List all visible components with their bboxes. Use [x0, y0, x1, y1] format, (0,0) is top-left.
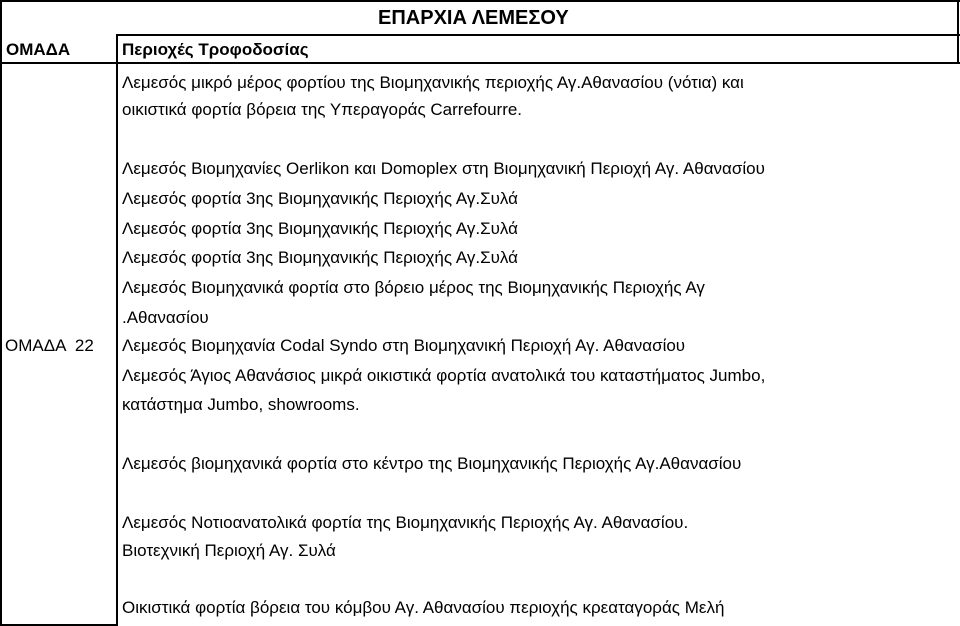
area-line: Λεμεσός φορτία 3ης Βιομηχανικής Περιοχής Αγ.Συλά: [122, 248, 518, 267]
header-row-border: [0, 62, 960, 64]
group-column-header: ΟΜΑΔΑ: [6, 40, 71, 59]
title-row-border: [116, 34, 960, 36]
table-right-border: [957, 0, 959, 64]
areas-column-header: Περιοχές Τροφοδοσίας: [122, 40, 309, 59]
group-label: ΟΜΑΔΑ 22: [5, 336, 94, 355]
area-line: Λεμεσός φορτία 3ης Βιομηχανικής Περιοχής Αγ.Συλά: [122, 189, 518, 208]
area-line: Οικιστικά φορτία βόρεια του κόμβου Αγ. Αθανασίου περιοχής κρεαταγοράς Μελή: [122, 598, 725, 617]
area-line: Λεμεσός φορτία 3ης Βιομηχανικής Περιοχής Αγ.Συλά: [122, 219, 518, 238]
area-line: Λεμεσός Άγιος Αθανάσιος μικρά οικιστικά φορτία ανατολικά του καταστήματος Jumbo,: [122, 366, 766, 385]
area-line: οικιστικά φορτία βόρεια της Υπεραγοράς Carrefourre.: [122, 100, 523, 119]
area-line: .Αθανασίου: [122, 308, 209, 327]
table-left-border: [0, 0, 2, 626]
area-line: Λεμεσός Βιομηχανικά φορτία στο βόρειο μέρος της Βιομηχανικής Περιοχής Αγ: [122, 278, 705, 297]
area-line: Λεμεσός Νοτιοανατολικά φορτία της Βιομηχανικής Περιοχής Αγ. Αθανασίου.: [122, 513, 689, 532]
area-line: Λεμεσός βιομηχανικά φορτία στο κέντρο της Βιομηχανικής Περιοχής Αγ.Αθανασίου: [122, 454, 742, 473]
area-line: κατάστημα Jumbo, showrooms.: [122, 395, 360, 414]
area-line: Λεμεσός Βιομηχανία Codal Syndo στη Βιομηχανική Περιοχή Αγ. Αθανασίου: [122, 336, 686, 355]
district-title: ΕΠΑΡΧΙΑ ΛΕΜΕΣΟΥ: [378, 7, 569, 29]
area-line: Λεμεσός μικρό μέρος φορτίου της Βιομηχανικής περιοχής Αγ.Αθανασίου (νότια) και: [122, 73, 744, 92]
table-top-border: [0, 0, 960, 2]
column-divider: [116, 34, 118, 626]
area-line: Βιοτεχνική Περιοχή Αγ. Συλά: [122, 541, 336, 560]
area-line: Λεμεσός Βιομηχανίες Oerlikon και Domoplex στη Βιομηχανική Περιοχή Αγ. Αθανασίου: [122, 159, 765, 178]
